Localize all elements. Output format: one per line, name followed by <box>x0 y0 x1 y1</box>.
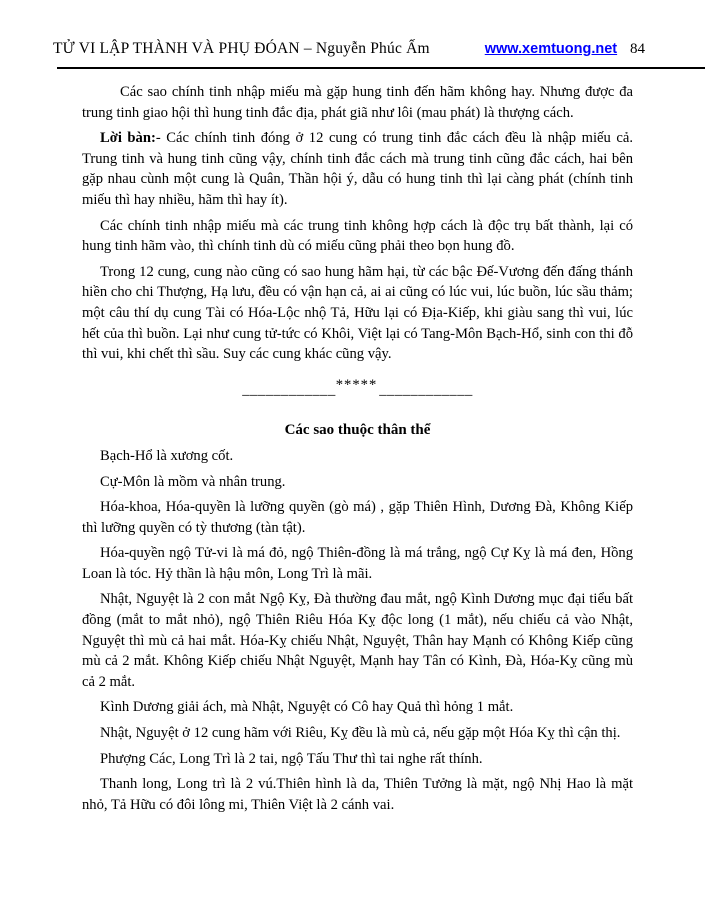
paragraph-3 <box>82 216 633 257</box>
section-heading: Các sao thuộc thân thể <box>284 422 431 439</box>
separator-right-line: ____________ <box>379 381 473 398</box>
header-right-group <box>485 40 645 58</box>
paragraph-1 <box>82 82 633 123</box>
body-paragraph <box>82 697 633 718</box>
body-paragraph-text: Phượng Các, Long Trì là 2 tai, ngộ Tấu Thư thì tai nghe rất thính. <box>100 750 483 767</box>
paragraph-4 <box>82 262 633 365</box>
body-paragraph-text: Hóa-quyền ngộ Tử-vi là má đỏ, ngộ Thiên-đồng là má trắng, ngộ Cự Kỵ là má đen, Hồng Loan là tóc. Hỷ thần là hậu môn, Long Trì là mãi. <box>82 545 633 582</box>
body-paragraph-text: Cự-Môn là mồm và nhân trung. <box>100 473 286 490</box>
body-paragraph-text: Bạch-Hổ là xương cốt. <box>100 447 234 464</box>
body-paragraph <box>82 446 633 467</box>
website-link[interactable]: www.xemtuong.net <box>484 41 618 57</box>
body-paragraph-text: Hóa-khoa, Hóa-quyền là lưỡng quyền (gò má) , gặp Thiên Hình, Dương Đà, Không Kiếp thì lưỡng quyền có tỳ thương (tàn tật). <box>82 499 633 536</box>
separator-stars: ***** <box>335 376 378 393</box>
separator-left-line: ____________ <box>242 381 336 398</box>
section-separator <box>82 376 633 401</box>
paragraph-4-text: Trong 12 cung, cung nào cũng có sao hung hãm hại, từ các bậc Đế-Vương đến đấng thánh hiền cho chi Thượng, Hạ lưu, đều có vận hạn cả, ai ai cũng có lúc vui, lúc buồn, lúc sầu thảm; một câu thí dụ cung Tài có Hóa-Lộc nhộ Tả, Hữu lại có Địa-Kiếp, khi giàu sang thì vui, lúc hết của thì buồn. Lại như cung tử-tức có Khôi, Việt lại có Tang-Môn Bạch-Hổ, sinh con thi đỗ thì vui, khi chết thì sầu. Suy các cung khác cũng vậy. <box>82 263 633 363</box>
paragraph-3-text: Các chính tinh nhập miếu mà các trung tinh không hợp cách là độc trụ bất thành, lại có hung tinh hãm vào, thì chính tinh dù có miếu cũng phải theo bọn hung đồ. <box>82 217 633 255</box>
body-paragraph <box>82 543 633 584</box>
body-paragraph <box>82 749 633 770</box>
body-paragraph <box>82 472 633 493</box>
body-paragraph <box>82 723 633 744</box>
paragraph-1-text: Các sao chính tinh nhập miếu mà gặp hung tinh đến hãm không hay. Nhưng được đa trung tinh giao hội thì hung tinh đắc địa, phát giã như lôi (mau phát) là thượng cách. <box>82 84 633 121</box>
body-paragraph-text: Thanh long, Long trì là 2 vú.Thiên hình là da, Thiên Tưởng là mặt, ngộ Nhị Hao là mặt nhỏ, Tả Hữu có đôi lông mi, Thiên Việt là 2 cánh vai. <box>82 776 633 813</box>
paragraph-2 <box>82 128 633 210</box>
page-header <box>0 0 705 58</box>
body-paragraph-text: Nhật, Nguyệt ở 12 cung hãm với Riêu, Kỵ đều là mù cả, nếu gặp một Hóa Kỵ thì cận thị. <box>100 725 621 742</box>
loi-ban-label: Lời bàn: <box>100 130 156 147</box>
paragraph-2-text: - Các chính tinh đóng ở 12 cung có trung tinh đắc cách đều là nhập miếu cả. Trung tinh và hung tinh cũng vậy, chính tinh đắc cách mà trung tinh cũng đắc cách, hai bên gặp nhau cùnh một cung là Quân, Thần hội ý, dẫu có hung tinh thì lại càng phát (chính tinh miếu thì hay nhiều, hãm thì hay ít). <box>82 130 633 208</box>
document-title: TỬ VI LẬP THÀNH VÀ PHỤ ĐÓAN – Nguyễn Phúc Ấm <box>53 40 430 57</box>
body-paragraph <box>82 774 633 815</box>
document-body <box>0 69 705 815</box>
page-number: 84 <box>630 41 645 57</box>
body-paragraph <box>82 589 633 692</box>
body-paragraph-text: Nhật, Nguyệt là 2 con mắt Ngộ Kỵ, Đà thường đau mắt, ngộ Kình Dương mục đại tiểu bất đồng (mắt to mắt nhỏ), ngộ Thiên Riêu Hóa Kỵ độc long (1 mắt), nếu chiếu cả vào Nhật, Nguyệt thì mù cả hai mắt. Hóa-Kỵ chiếu Nhật, Nguyệt, Thân hay Mạnh có Không Kiếp cũng mù cả 2 mắt. Không Kiếp chiếu Nhật Nguyệt, Mạnh hay Tân có Kình, Đà, Hóa-Kỵ cũng mù cả 2 mắt. <box>82 591 633 690</box>
body-paragraph-text: Kình Dương giải ách, mà Nhật, Nguyệt có Cô hay Quả thì hỏng 1 mắt. <box>100 699 514 716</box>
body-paragraph <box>82 497 633 538</box>
